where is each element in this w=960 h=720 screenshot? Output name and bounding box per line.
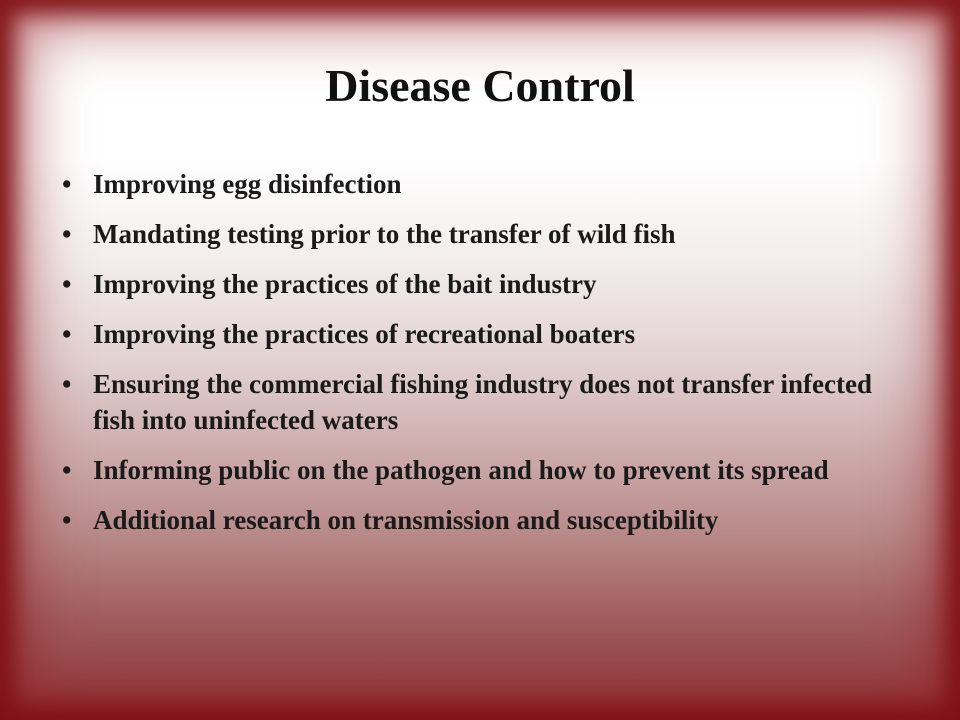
bullet-item-commercial-fishing	[60, 366, 910, 438]
bullet-text: Improving egg disinfection	[93, 169, 402, 199]
bullet-list	[60, 166, 910, 552]
bullet-item-testing-transfer	[60, 216, 910, 252]
bullet-icon: •	[62, 369, 72, 399]
bullet-item-additional-research	[60, 502, 910, 538]
bullet-icon: •	[62, 319, 72, 349]
bullet-text: Improving the practices of recreational boaters	[93, 319, 636, 349]
bullet-item-egg-disinfection	[60, 166, 910, 202]
bullet-text: Mandating testing prior to the transfer of wild fish	[93, 219, 676, 249]
bullet-text: Additional research on transmission and susceptibility	[93, 505, 719, 535]
bullet-icon: •	[62, 505, 72, 535]
bullet-text: Ensuring the commercial fishing industry does not transfer infected fish into uninfected waters	[93, 369, 872, 435]
bullet-icon: •	[62, 269, 72, 299]
bullet-icon: •	[62, 455, 72, 485]
bullet-text: Improving the practices of the bait industry	[93, 269, 597, 299]
bullet-icon: •	[62, 219, 72, 249]
bullet-item-informing-public	[60, 452, 910, 488]
bullet-text: Informing public on the pathogen and how to prevent its spread	[93, 455, 829, 485]
bullet-icon: •	[62, 169, 72, 199]
bullet-item-bait-industry	[60, 266, 910, 302]
bullet-item-recreational-boaters	[60, 316, 910, 352]
slide-title: Disease Control	[325, 60, 635, 111]
